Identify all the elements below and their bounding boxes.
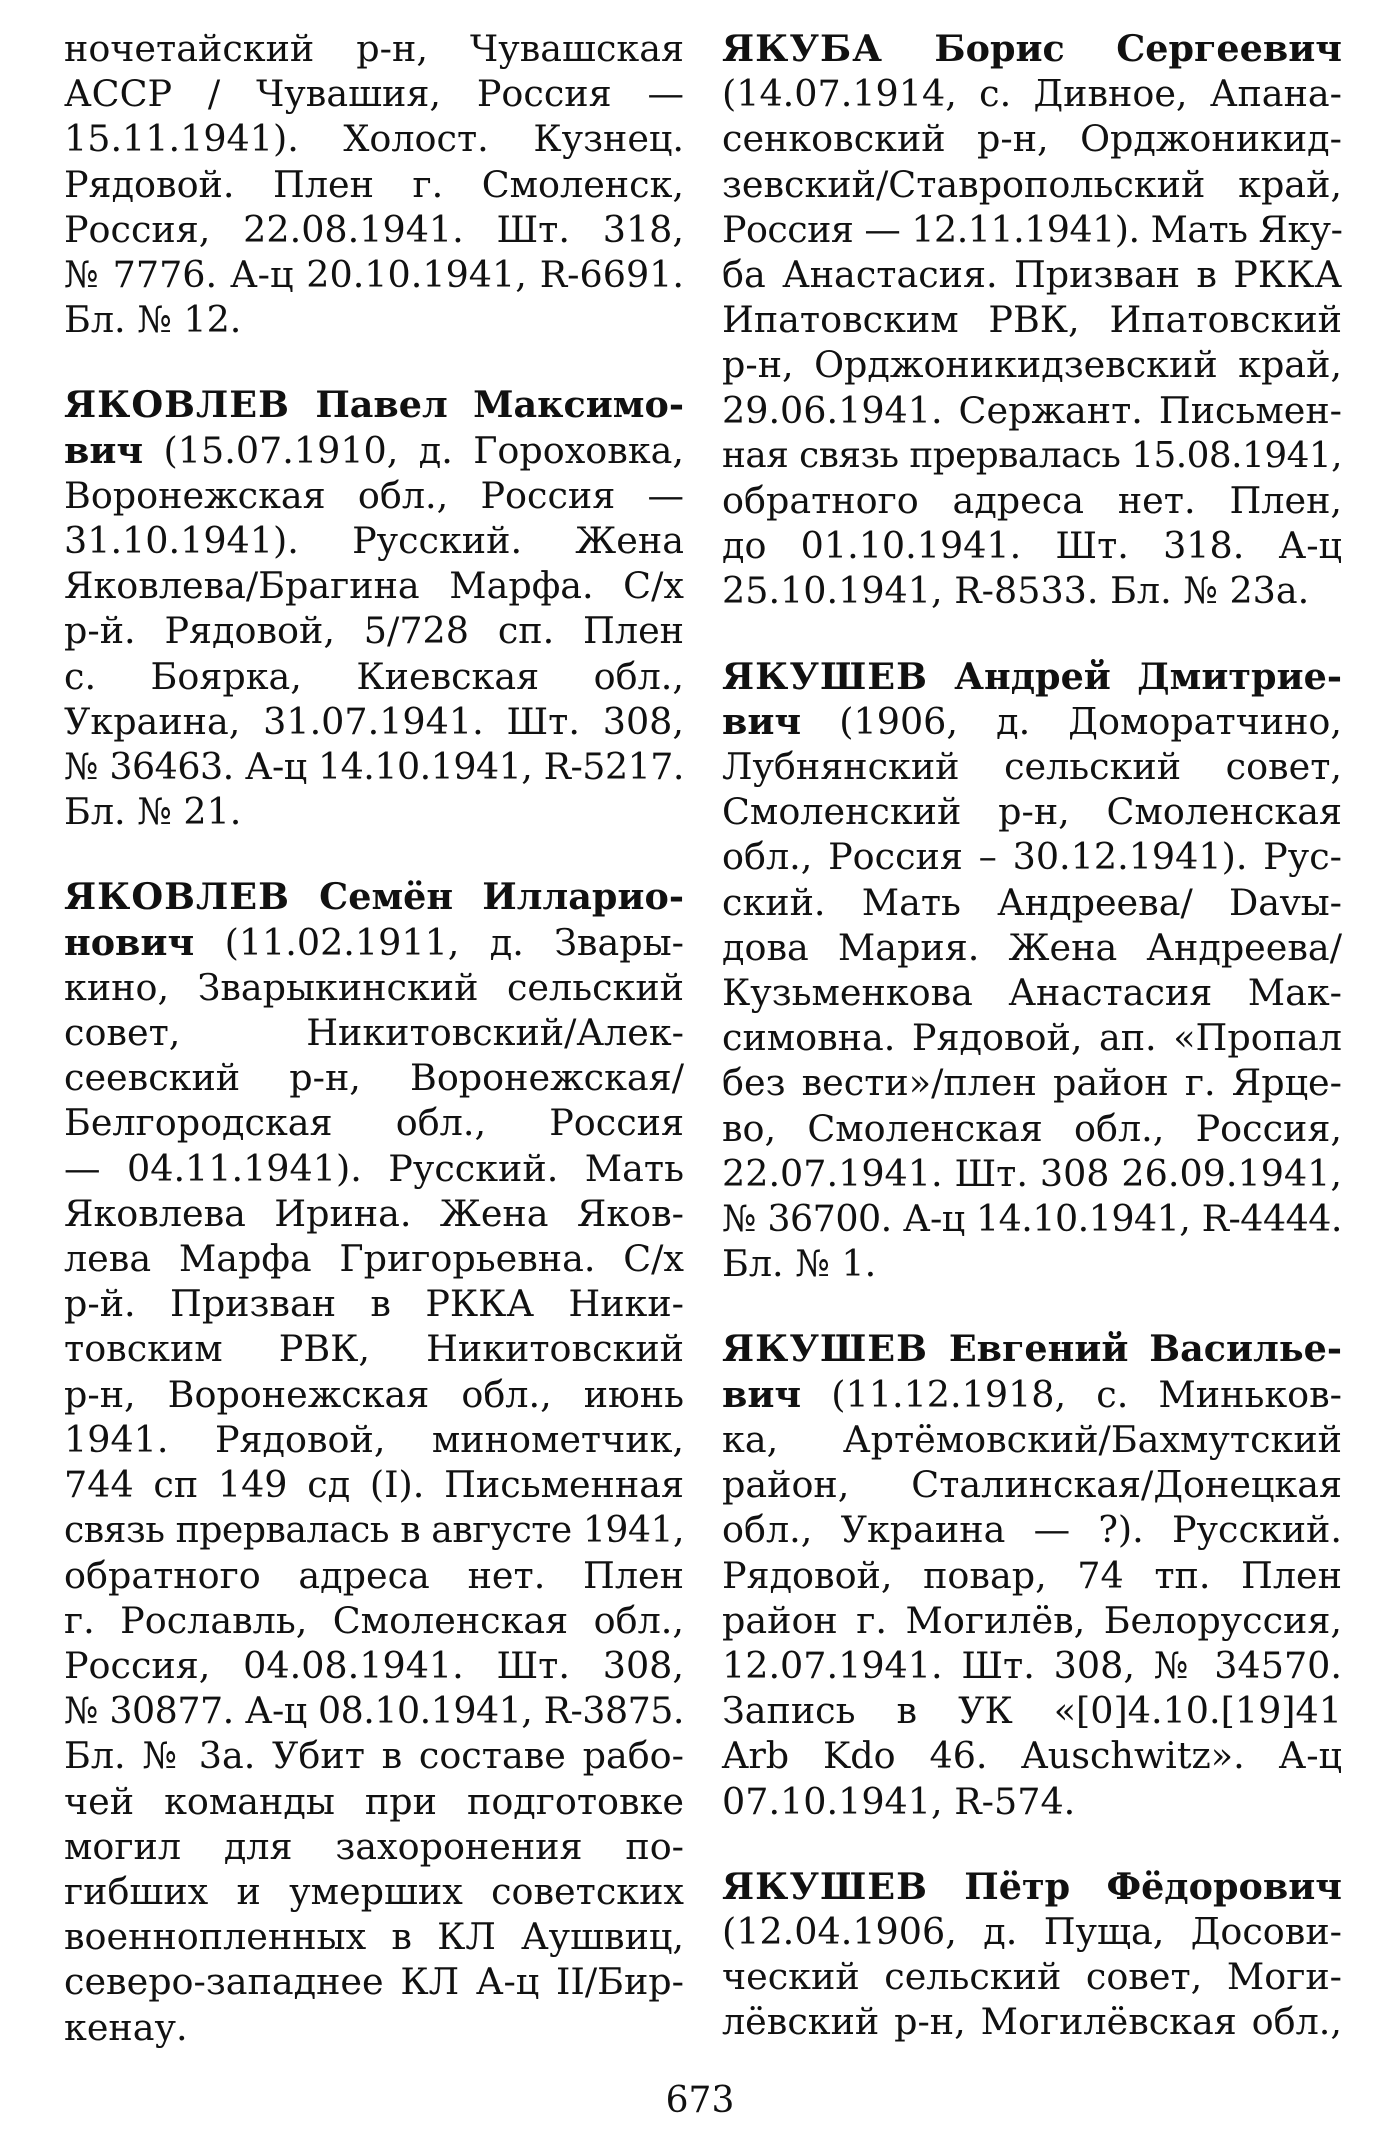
entry-line: р-н, Орджоникидзевский край, [722,343,1342,387]
entry-line: Россия — 12.11.1941). Мать Яку- [722,207,1343,251]
entry-line: Лубнянский сельский совет, [722,745,1342,789]
entry-line [722,1372,1342,1417]
entry-line: сеевский р-н, Воронежская/ [64,1056,684,1100]
entry-line: АССР / Чувашия, Россия — [64,72,684,116]
entry-heading-line [722,26,1342,71]
entry-line [64,428,684,473]
entry-continuation [64,26,684,342]
entry-line: г. Рославль, Смоленская обл., [64,1598,684,1642]
entry-line: лёвский р-н, Могилёвская обл., [722,2000,1342,2044]
entry-line: район, Сталинская/Донецкая [722,1463,1342,1507]
entry-line: 29.06.1941. Сержант. Письмен- [722,388,1342,432]
entry-surname: ЯКОВЛЕВ [64,383,290,427]
entry-heading-line [722,1864,1342,1909]
entry-heading-line [722,1326,1342,1371]
page-number: 673 [665,2080,735,2121]
entry-line: совет, Никитовский/Алек- [64,1011,684,1055]
entry-yakushev-evgeniy [722,1326,1342,1823]
entry-line: ка, Артёмовский/Бахмутский [722,1417,1342,1461]
entry-line: обл., Россия – 30.12.1941). Рус- [722,835,1342,879]
entry-line: Бл. № 3а. Убит в составе рабо- [64,1734,684,1778]
entry-line: Украина, 31.07.1941. Шт. 308, [64,699,684,743]
entry-line: ский. Мать Андреева/ Davы- [722,880,1342,924]
right-column [722,26,1342,2085]
entry-line: зевский/Ставропольский край, [722,162,1342,206]
entry-line: сенковский р-н, Орджоникид- [722,117,1342,161]
entry-heading-line [722,654,1342,699]
entry-given-name: Евгений Васильe- [927,1327,1342,1371]
entry-line: лева Марфа Григорьевна. С/х [64,1237,684,1281]
entry-line: обл., Украина — ?). Русский. [722,1508,1342,1552]
entry-line: товским РВК, Никитовский [64,1327,684,1371]
entry-line: гибших и умерших советских [64,1869,684,1913]
entry-line: 25.10.1941, R-8533. Бл. № 23а. [722,569,1310,613]
entry-given-name: Семён Илларио- [289,875,684,919]
entry-yakovlev-semyon [64,874,684,2049]
entry-line: ночетайский р-н, Чувашская [64,27,684,70]
entry-line: Бл. № 1. [722,1242,877,1286]
entry-given-name: Борис Сергеевич [882,27,1342,70]
entry-line: Россия, 22.08.1941. Шт. 318, [64,207,684,251]
entry-line: с. Боярка, Киевская обл., [64,654,684,698]
entry-line: Запись в УК «[0]4.10.[19]41 [722,1689,1342,1733]
entry-line: Arb Kdo 46. Auschwitz». А-ц [722,1734,1342,1778]
left-column [64,26,684,2090]
entry-line: — 04.11.1941). Русский. Мать [64,1146,684,1190]
entry-line: кенау. [64,2005,188,2049]
entry-patronymic-end: вич [722,699,802,743]
entry-line: во, Смоленская обл., Россия, [722,1106,1342,1150]
entry-line: обратного адреса нет. Плен, [722,479,1342,523]
entry-line: северо-западнее КЛ А-ц II/Бир- [64,1960,684,2004]
entry-patronymic-end: вич [64,428,144,472]
entry-line: без вести»/плен район г. Ярце- [722,1061,1342,1105]
entry-patronymic-end: вич [722,1372,802,1416]
entry-line: чей команды при подготовке [64,1779,684,1823]
entry-line: до 01.10.1941. Шт. 318. А-ц [722,524,1342,568]
entry-given-name: Андрей Дмитрие- [927,654,1342,698]
entry-line: район г. Могилёв, Белоруссия, [722,1598,1342,1642]
entry-line: Ипатовским РВК, Ипатовский [722,298,1342,342]
entry-line: (14.07.1914, с. Дивное, Апана- [722,72,1342,116]
entry-line: 15.11.1941). Холост. Кузнец. [64,117,684,161]
entry-line: Воронежская обл., Россия — [64,473,684,517]
entry-line: № 36463. А-ц 14.10.1941, R-5217. [64,745,684,789]
entry-line: дова Мария. Жена Андреева/ [722,925,1342,969]
entry-line: ческий сельский совет, Моги- [722,1955,1342,1999]
entry-line: Кузьменкова Анастасия Мак- [722,971,1342,1015]
entry-line: 1941. Рядовой, минометчик, [64,1417,684,1461]
entry-line: Рядовой. Плен г. Смоленск, [64,162,684,206]
entry-line: ная связь прервалась 15.08.1941, [722,434,1343,476]
entry-surname: ЯКУШЕВ [722,1864,928,1908]
entry-yakushev-andrey [722,654,1342,1287]
entry-yakuba-boris [722,26,1342,614]
entry-line: 31.10.1941). Русский. Жена [64,519,684,563]
entry-yakovlev-pavel [64,382,684,834]
entry-line: р-й. Рядовой, 5/728 сп. Плен [64,609,684,653]
entry-line: р-н, Воронежская обл., июнь [64,1372,684,1416]
entry-line [64,920,684,965]
entry-surname: ЯКУБА [722,27,883,70]
entry-line: Рядовой, повар, 74 тп. Плен [722,1553,1342,1597]
entry-line: 22.07.1941. Шт. 308 26.09.1941, [722,1151,1342,1195]
entry-line [722,699,1342,744]
entry-given-name: Пётр Фёдорович [927,1864,1342,1908]
entry-surname: ЯКОВЛЕВ [64,875,290,919]
entry-line: р-й. Призван в РККА Ники- [64,1282,684,1326]
entry-surname: ЯКУШЕВ [722,1327,928,1371]
entry-line: Яковлева/Брагина Марфа. С/х [64,564,684,608]
entry-line: ба Анастасия. Призван в РККА [722,253,1342,297]
entry-text: (15.07.1910, д. Гороховка, [143,428,684,472]
entry-text: (11.02.1911, д. Звары- [194,920,684,964]
entry-line: Бл. № 21. [64,790,242,834]
entry-line: Яковлева Ирина. Жена Яков- [64,1191,684,1235]
entry-surname: ЯКУШЕВ [722,654,928,698]
entry-yakushev-pyotr [722,1864,1342,2045]
entry-line: симовна. Рядовой, ап. «Пропал [722,1016,1342,1060]
entry-line: (12.04.1906, д. Пуща, Досови- [722,1909,1342,1953]
entry-line: обратного адреса нет. Плен [64,1553,684,1597]
entry-heading-line [64,382,684,427]
entry-patronymic-end: нович [64,920,195,964]
entry-heading-line [64,874,684,919]
entry-line: могил для захоронения по- [64,1824,684,1868]
entry-line: Бл. № 12. [64,298,242,342]
entry-line: 07.10.1941, R-574. [722,1779,1076,1823]
entry-text: (1906, д. Доморатчино, [801,699,1342,743]
entry-line: 12.07.1941. Шт. 308, № 34570. [722,1643,1342,1687]
entry-line: 744 сп 149 сд (I). Письменная [64,1463,684,1507]
entry-line: кино, Зварыкинский сельский [64,965,684,1009]
entry-line: Белгородская обл., Россия [64,1101,684,1145]
entry-line: № 7776. А-ц 20.10.1941, R-6691. [64,253,684,297]
entry-line: № 30877. А-ц 08.10.1941, R-3875. [64,1689,684,1733]
entry-text: (11.12.1918, с. Миньков- [801,1372,1342,1416]
entry-line: военнопленных в КЛ Аушвиц, [64,1915,684,1959]
entry-line: связь прервалась в августе 1941, [64,1508,684,1552]
entry-given-name: Павел Максимо- [289,383,684,427]
entry-line: № 36700. А-ц 14.10.1941, R-4444. [722,1197,1342,1241]
entry-line: Россия, 04.08.1941. Шт. 308, [64,1643,684,1687]
entry-line: Смоленский р-н, Смоленская [722,790,1342,834]
